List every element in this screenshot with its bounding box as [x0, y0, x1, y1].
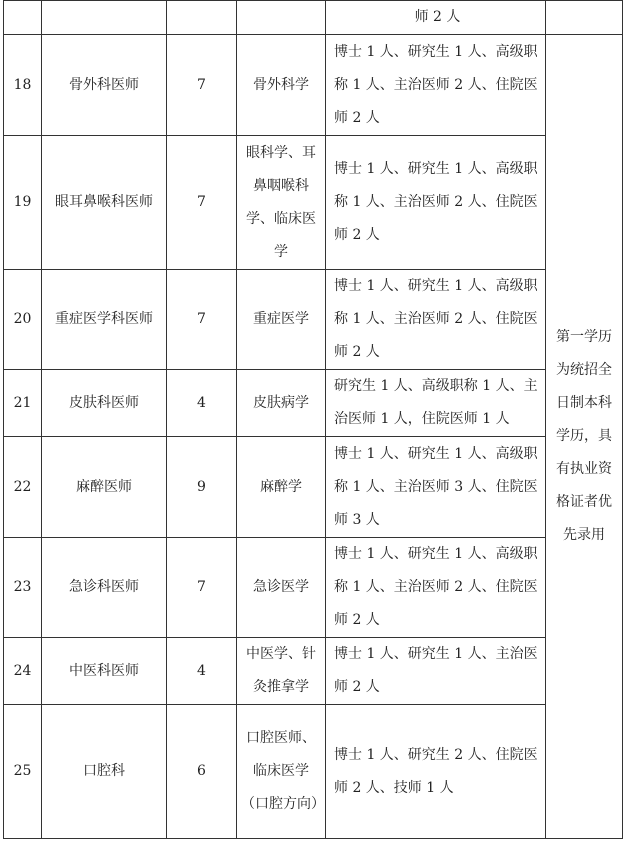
cell-post: 重症医学科医师 [42, 270, 167, 370]
cell-major [237, 1, 326, 35]
cell-requirements: 博士 1 人、研究生 1 人、高级职称 1 人、主治医师 3 人、住院医师 3 人 [326, 437, 546, 538]
cell-no: 18 [4, 35, 42, 136]
cell-no [4, 1, 42, 35]
cell-remarks [546, 1, 623, 35]
cell-post: 中医科医师 [42, 638, 167, 705]
table-row [4, 638, 623, 705]
cell-major: 麻醉学 [237, 437, 326, 538]
cell-requirements: 博士 1 人、研究生 1 人、高级职称 1 人、主治医师 2 人、住院医师 2 人 [326, 35, 546, 136]
table-row [4, 136, 623, 270]
cell-count: 7 [167, 270, 237, 370]
cell-no: 19 [4, 136, 42, 270]
table-row-partial [4, 1, 623, 35]
cell-major: 骨外科学 [237, 35, 326, 136]
cell-post [42, 1, 167, 35]
cell-post: 麻醉医师 [42, 437, 167, 538]
cell-requirements: 研究生 1 人、高级职称 1 人、主治医师 1 人，住院医师 1 人 [326, 370, 546, 437]
cell-major: 口腔医师、临床医学（口腔方向） [237, 705, 326, 839]
cell-major: 中医学、针灸推拿学 [237, 638, 326, 705]
cell-post: 皮肤科医师 [42, 370, 167, 437]
recruitment-table [3, 0, 623, 839]
cell-count: 4 [167, 638, 237, 705]
cell-count: 7 [167, 35, 237, 136]
table-row [4, 538, 623, 638]
cell-count: 7 [167, 136, 237, 270]
cell-requirements: 博士 1 人、研究生 1 人、高级职称 1 人、主治医师 2 人、住院医师 2 人 [326, 136, 546, 270]
cell-count: 9 [167, 437, 237, 538]
cell-no: 21 [4, 370, 42, 437]
cell-remarks: 第一学历为统招全日制本科学历，具有执业资格证者优先录用 [546, 35, 623, 839]
cell-count [167, 1, 237, 35]
cell-requirements: 博士 1 人、研究生 2 人、住院医师 2 人、技师 1 人 [326, 705, 546, 839]
cell-requirements: 师 2 人 [326, 1, 546, 35]
cell-post: 口腔科 [42, 705, 167, 839]
cell-no: 23 [4, 538, 42, 638]
cell-count: 6 [167, 705, 237, 839]
table-row [4, 370, 623, 437]
cell-major: 皮肤病学 [237, 370, 326, 437]
cell-no: 20 [4, 270, 42, 370]
table-row [4, 35, 623, 136]
cell-no: 22 [4, 437, 42, 538]
table-row [4, 270, 623, 370]
cell-post: 急诊科医师 [42, 538, 167, 638]
cell-post: 骨外科医师 [42, 35, 167, 136]
cell-count: 4 [167, 370, 237, 437]
cell-count: 7 [167, 538, 237, 638]
table-row [4, 437, 623, 538]
cell-no: 25 [4, 705, 42, 839]
cell-requirements: 博士 1 人、研究生 1 人、高级职称 1 人、主治医师 2 人、住院医师 2 人 [326, 538, 546, 638]
cell-major: 眼科学、耳鼻咽喉科学、临床医学 [237, 136, 326, 270]
cell-requirements: 博士 1 人、研究生 1 人、高级职称 1 人、主治医师 2 人、住院医师 2 人 [326, 270, 546, 370]
cell-requirements: 博士 1 人、研究生 1 人、主治医师 2 人 [326, 638, 546, 705]
cell-no: 24 [4, 638, 42, 705]
table-row [4, 705, 623, 839]
cell-post: 眼耳鼻喉科医师 [42, 136, 167, 270]
cell-major: 重症医学 [237, 270, 326, 370]
cell-major: 急诊医学 [237, 538, 326, 638]
